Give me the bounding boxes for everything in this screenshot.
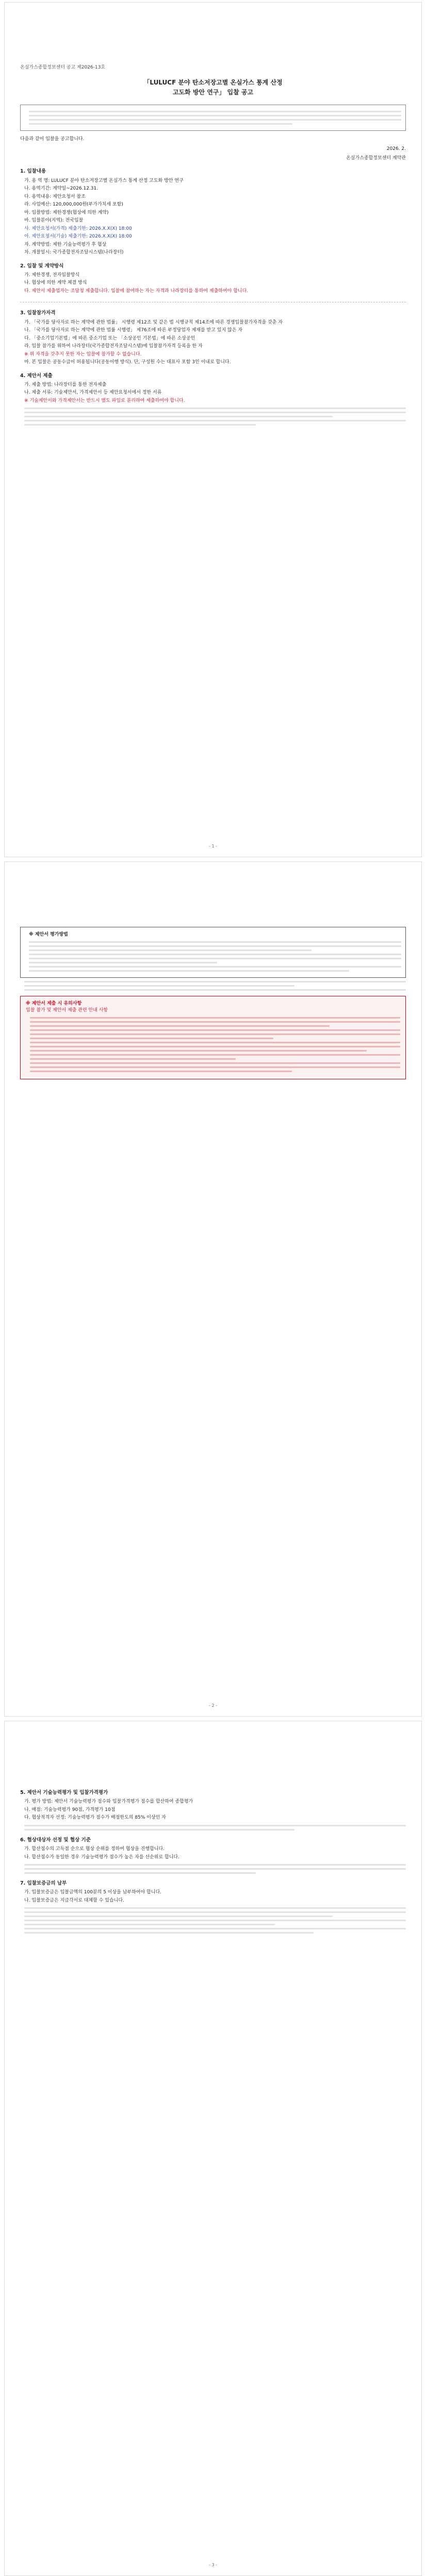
s1-item: 가. 용 역 명: LULUCF 분야 탄소저장고별 온실가스 통계 산정 고도화 방안 연구: [24, 178, 184, 183]
s7-item: 가. 입찰보증금은 입찰금액의 100분의 5 이상을 납부하여야 합니다.: [24, 1890, 162, 1895]
s3-item: 나. 「국가를 당사자로 하는 계약에 관한 법률 시행령」 제76조에 따른 부정당업자 제재를 받고 있지 않은 자: [24, 328, 242, 333]
s3-item: 라. 입찰 참가를 위하여 나라장터(국가종합전자조달시스템)에 입찰참가자격 등록을 한 자: [24, 344, 203, 349]
section-4-title: 4. 제안서 제출: [20, 372, 53, 379]
intro-summary-box: [20, 105, 406, 131]
notice-intro: 다음과 같이 입찰을 공고합니다.: [20, 136, 85, 142]
s1-item: 바. 입찰분야(지역): 전국입찰: [24, 218, 84, 224]
s4-item: 가. 제출 방법: 나라장터를 통한 전자제출: [24, 382, 107, 387]
s1-deadline-price: 사. 제안요청서(가격) 제출기한: 2026.X.X(X) 18:00: [24, 226, 132, 231]
s3-item: 가. 「국가를 당사자로 하는 계약에 관한 법률」 시행령 제12조 및 같은 법 시행규칙 제14조에 따른 경쟁입찰참가자격을 갖춘 자: [24, 319, 283, 325]
s2-item: 가. 제한경쟁, 전자입찰방식: [24, 272, 80, 278]
notice-date: 2026. 2.: [386, 146, 406, 152]
s5-item: 다. 협상적격자 선정: 기술능력평가 점수가 배점한도의 85% 이상인 자: [24, 1815, 166, 1821]
s1-item: 나. 용역기간: 계약일~2026.12.31.: [24, 186, 99, 192]
caution-red-box: [20, 996, 406, 1079]
document-page-2: [4, 861, 422, 1717]
s1-deadline-tech: 아. 제안요청서(기술) 제출기한: 2026.X.X(X) 18:00: [24, 234, 132, 240]
s2-item: 나. 협상에 의한 계약 체결 방식: [24, 280, 87, 286]
s4-red-line: ※ 기술제안서와 가격제안서는 반드시 별도 파일로 분리하여 제출하여야 합니다.: [24, 398, 185, 403]
document-page-1: [4, 2, 422, 857]
s5-item: 나. 배점: 기술능력평가 90점, 가격평가 10점: [24, 1807, 116, 1812]
caution-title: ※ 제안서 제출 시 유의사항: [26, 1001, 82, 1006]
section-7-title: 7. 입찰보증금의 납부: [20, 1880, 67, 1886]
s3-item: 마. 본 입찰은 공동수급이 허용됩니다(공동이행 방식). 단, 구성원 수는 대표사 포함 3인 이내로 합니다.: [24, 360, 231, 365]
evaluation-box-title: ※ 제안서 평가방법: [29, 932, 68, 937]
s7-item: 나. 입찰보증금은 지급각서로 대체할 수 있습니다.: [24, 1897, 124, 1903]
s1-item: 마. 입찰방법: 제한경쟁(협상에 의한 계약): [24, 210, 109, 215]
evaluation-box: [20, 927, 406, 978]
page-number: - 1 -: [209, 844, 217, 849]
s1-item: 라. 사업예산: 120,000,000원(부가가치세 포함): [24, 202, 123, 208]
page-number: - 2 -: [209, 1703, 217, 1708]
s1-item: 자. 계약방법: 제한 기술능력평가 후 협상: [24, 242, 107, 247]
s1-item: 다. 용역내용: 제안요청서 참조: [24, 194, 86, 199]
document-title: [20, 78, 406, 97]
page-number: - 3 -: [209, 2563, 217, 2567]
s2-red-note: 다. 제안서 제출업자는 조달청 제출합니다. 입찰에 참여하는 자는 자격과 나라장터를 통하여 제출하여야 합니다.: [24, 288, 249, 294]
section-3-title: 3. 입찰참가자격: [20, 310, 56, 316]
document-page-3: [4, 1721, 422, 2576]
s5-item: 가. 평가 방법: 제안서 기술능력평가 점수와 입찰가격평가 점수를 합산하여 종합평가: [24, 1799, 193, 1805]
section-5-title: 5. 제안서 기술능력평가 및 입찰가격평가: [20, 1790, 108, 1795]
s4-item: 나. 제출 서류: 기술제안서, 가격제안서 등 제안요청서에서 정한 서류: [24, 390, 162, 396]
s6-item: 가. 합산점수의 고득점 순으로 협상 순위를 정하여 협상을 진행합니다.: [24, 1846, 165, 1852]
section-2-title: 2. 입찰 및 계약방식: [20, 263, 64, 269]
s3-red-line: ※ 위 자격을 갖추지 못한 자는 입찰에 참가할 수 없습니다.: [24, 351, 142, 357]
s6-item: 나. 합산점수가 동일한 경우 기술능력평가 점수가 높은 자를 선순위로 합니다.: [24, 1854, 179, 1860]
section-1-title: 1. 입찰내용: [20, 168, 46, 175]
notice-number: 온실가스종합정보센터 공고 제2026-13호: [20, 65, 106, 70]
title-line-1: 「LULUCF 분야 탄소저장고별 온실가스 통계 산정: [143, 78, 283, 86]
title-line-2: 고도화 방안 연구」 입찰 공고: [172, 88, 254, 96]
section-6-title: 6. 협상대상자 선정 및 협상 기준: [20, 1837, 91, 1843]
s1-item: 차. 개찰일시: 국가종합전자조달시스템(나라장터): [24, 250, 124, 256]
notice-issuer: 온실가스종합정보센터 계약관: [346, 155, 406, 161]
s3-item: 다. 「중소기업기본법」에 따른 중소기업 또는 「소상공인 기본법」에 따른 소상공인: [24, 335, 195, 341]
caution-sub: 입찰 참가 및 제안서 제출 관련 안내 사항: [26, 1008, 108, 1013]
